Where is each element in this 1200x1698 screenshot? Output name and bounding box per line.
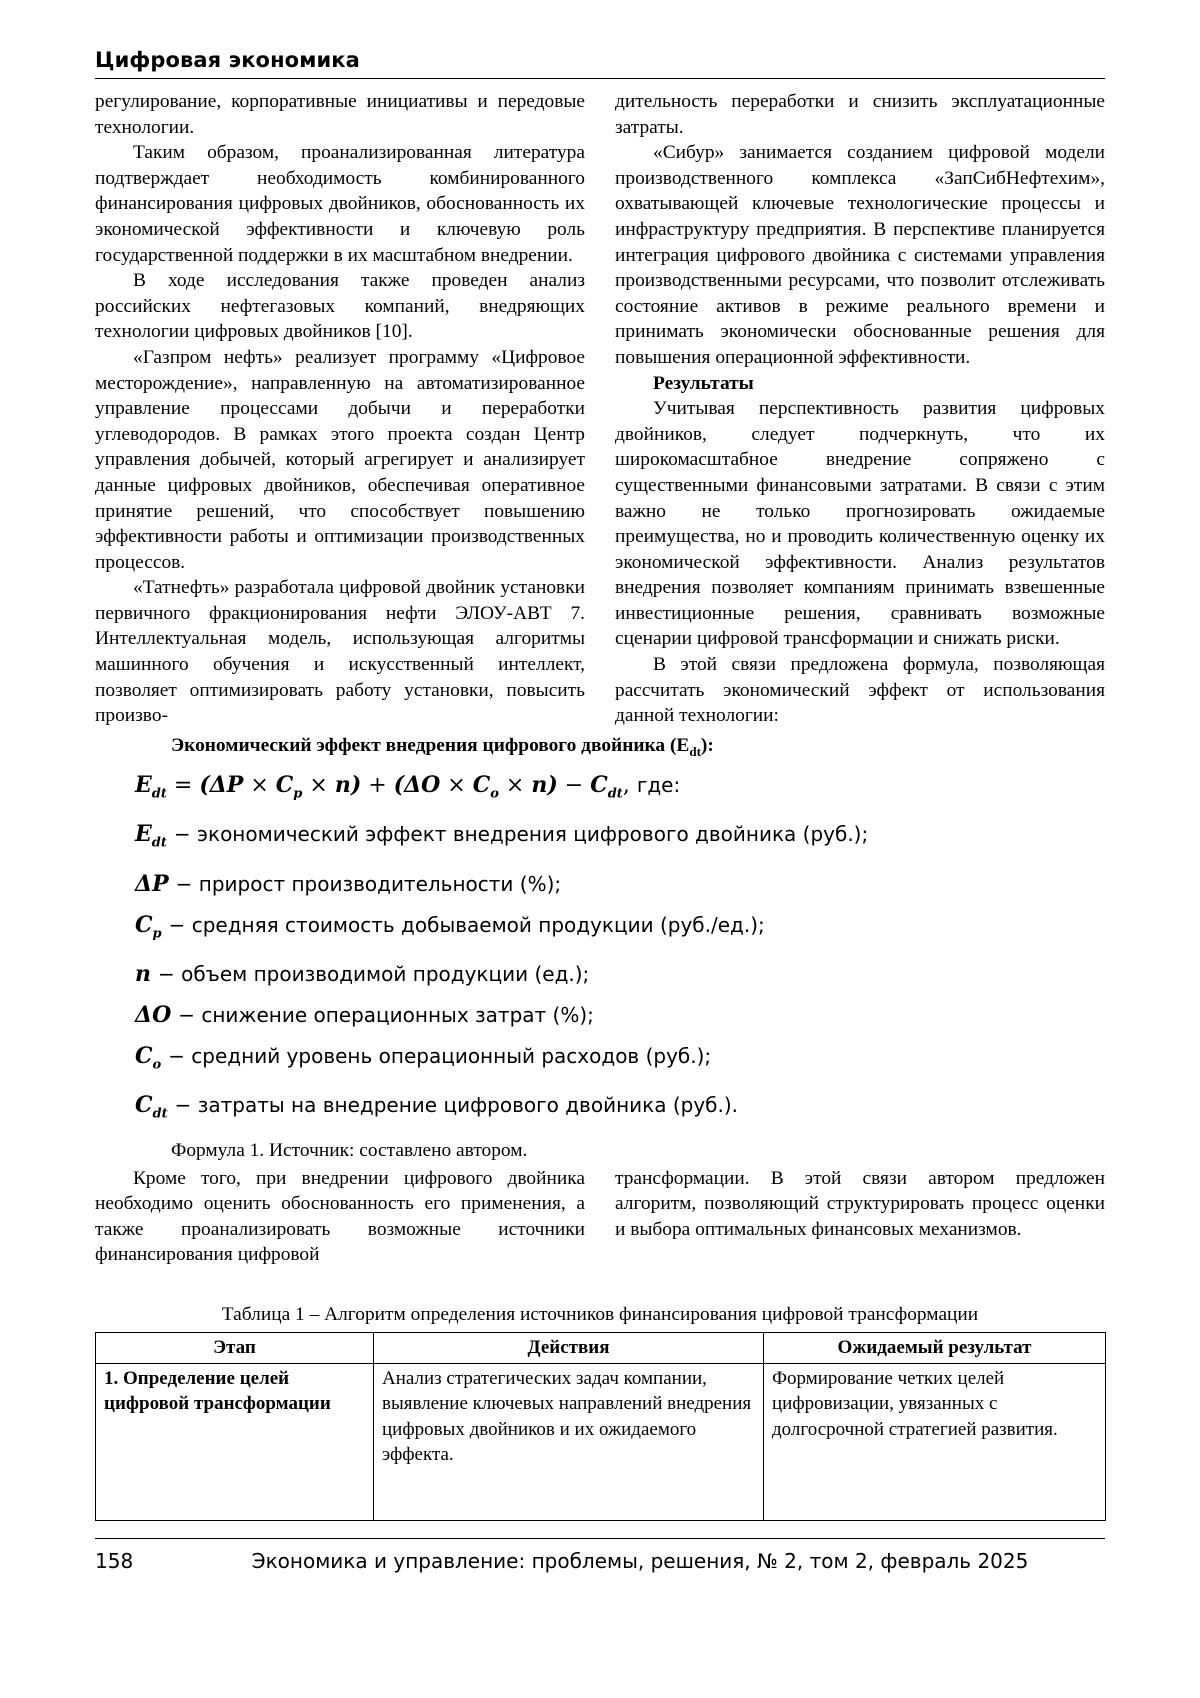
formula-caption: Формула 1. Источник: составлено автором.: [171, 1139, 528, 1161]
formula-main: $E_{dt} = (\Delta P \times C_p \times n) + (\Delta O \times C_o \times n) - C_{dt}$, где:: [135, 771, 681, 802]
table-section: [95, 1302, 1105, 1521]
body-columns: [95, 89, 1105, 729]
formula-definition: ΔP − прирост производительности (%);: [135, 870, 562, 897]
page-content: [95, 48, 1105, 1521]
algorithm-table: [95, 1332, 1106, 1521]
paragraph: Кроме того, при внедрении цифрового двойника необходимо оценить обоснованность его применения, а также проанализировать возможные источники финансирования цифровой: [95, 1167, 585, 1266]
paragraph: «Газпром нефть» реализует программу «Цифровое месторождение», направленную на автоматизированное управление процессами добычи и переработки углеводородов. В рамках этого проекта создан Центр управления добычей, который агрегирует и анализирует данные цифровых двойников, обеспечивая оперативное принятие решений, что способствует повышению эффективности работы и оптимизации производственных процессов.: [95, 346, 585, 573]
column-header-result: Ожидаемый результат: [764, 1333, 1106, 1364]
formula-definition: n − объем производимой продукции (ед.);: [135, 960, 590, 987]
formula-definition: $C_{dt}$ − затраты на внедрение цифрового двойника (руб.).: [135, 1092, 739, 1122]
footer-journal-line: Экономика и управление: проблемы, решения, № 2, том 2, февраль 2025: [251, 1549, 1029, 1573]
paragraph: Учитывая перспективность развития цифровых двойников, следует подчеркнуть, что их широкомасштабное внедрение сопряжено с существенными финансовыми затратами. В связи с этим важно не только прогнозировать ожидаемые преимущества, но и проводить количественную оценку их экономической эффективности. Анализ результатов внедрения позволяет компаниям принимать взвешенные инвестиционные решения, сравнивать возможные сценарии цифровой трансформации и снижать риски.: [615, 398, 1105, 650]
bottom-columns: [95, 1166, 1105, 1268]
paragraph: трансформации. В этой связи автором предложен алгоритм, позволяющий структурировать процесс оценки и выбора оптимальных финансовых механизмов.: [615, 1167, 1105, 1240]
formula-title-prefix: Экономический эффект внедрения цифрового двойника (E: [171, 734, 690, 756]
paragraph: В этой связи предложена формула, позволяющая рассчитать экономический эффект от использования данной технологии:: [615, 654, 1105, 727]
header-divider: [95, 78, 1105, 79]
formula-title-suffix: ):: [700, 734, 714, 756]
paragraph: «Сибур» занимается созданием цифровой модели производственного комплекса «ЗапСибНефтехим», охватывающей ключевые технологические процессы и инфраструктуру предприятия. В перспективе планируется интеграция цифрового двойника с системами управления производственными ресурсами, что позволит отслеживать состояние активов в режиме реального времени и принимать экономически обоснованные решения для повышения операционной эффективности.: [615, 142, 1105, 368]
page-title: Цифровая экономика: [95, 48, 360, 72]
left-column: [95, 89, 585, 729]
cell-actions: Анализ стратегических задач компании, выявление ключевых направлений внедрения цифровых двойников и их ожидаемого эффекта.: [374, 1363, 764, 1520]
paragraph: «Татнефть» разработала цифровой двойник установки первичного фракционирования нефти ЭЛОУ-АВТ 7. Интеллектуальная модель, использующая алгоритмы машинного обучения и искусственный интеллект, позволяет оптимизировать работу установки, повысить произво-: [95, 577, 585, 727]
paragraph: В ходе исследования также проведен анализ российских нефтегазовых компаний, внедряющих технологии цифровых двойников [10].: [95, 270, 585, 343]
table-row: [96, 1363, 1106, 1520]
paragraph: Таким образом, проанализированная литература подтверждает необходимость комбинированного финансирования цифровых двойников, обоснованность их экономической эффективности и ключевую роль государственной поддержки в их масштабном внедрении.: [95, 142, 585, 266]
formula-title-subscript: dt: [689, 743, 701, 759]
formula-block: [95, 733, 1105, 1164]
page-footer: [95, 1538, 1105, 1573]
page-number: 158: [95, 1549, 134, 1573]
column-header-stage: Этап: [96, 1333, 374, 1364]
column-header-actions: Действия: [374, 1333, 764, 1364]
section-heading-results: Результаты: [653, 372, 754, 394]
bottom-left-column: [95, 1166, 585, 1268]
bottom-right-column: [615, 1166, 1105, 1268]
formula-title: [95, 733, 1105, 765]
cell-stage: 1. Определение целей цифровой трансформации: [96, 1363, 374, 1520]
formula-definition: $E_{dt}$ − экономический эффект внедрения цифрового двойника (руб.);: [135, 821, 869, 851]
table-header-row: [96, 1333, 1106, 1364]
right-column: [615, 89, 1105, 729]
paragraph: дительность переработки и снизить эксплуатационные затраты.: [615, 91, 1105, 138]
table-caption: Таблица 1 – Алгоритм определения источников финансирования цифровой трансформации: [221, 1304, 979, 1326]
cell-result: Формирование четких целей цифровизации, увязанных с долгосрочной стратегией развития.: [764, 1363, 1106, 1520]
formula-definition: $C_p$ − средняя стоимость добываемой продукции (руб./ед.);: [135, 911, 765, 941]
formula-definition: $C_o$ − средний уровень операционный расходов (руб.);: [135, 1042, 712, 1073]
paragraph: регулирование, корпоративные инициативы и передовые технологии.: [95, 91, 585, 138]
formula-definition: ΔO − снижение операционных затрат (%);: [135, 1001, 594, 1028]
